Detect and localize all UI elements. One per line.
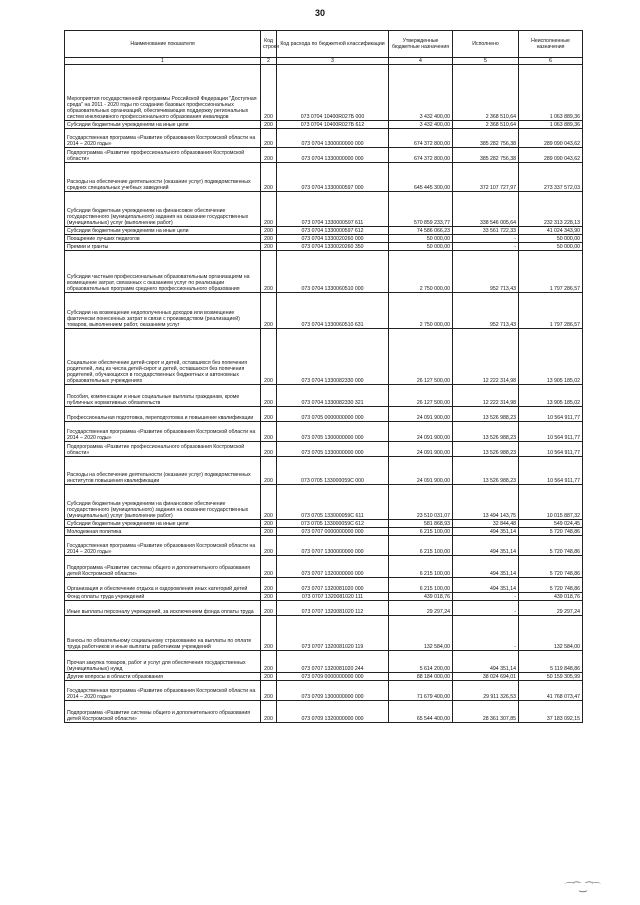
cell-line-code: 200 bbox=[261, 651, 277, 673]
cell-executed: 13 526 988,23 bbox=[453, 457, 519, 485]
header-budget-classification: Код расхода по бюджетной классификации bbox=[277, 31, 389, 58]
cell-approved: 26 127 500,00 bbox=[389, 329, 453, 385]
cell-executed: - bbox=[453, 601, 519, 616]
cell-unexecuted: 549 024,45 bbox=[519, 520, 583, 528]
cell-line-code: 200 bbox=[261, 442, 277, 457]
header-line-code: Код строки bbox=[261, 31, 277, 58]
cell-budget-classification: 073 0704 1330020260 000 bbox=[277, 235, 389, 243]
cell-indicator-name: Иные выплаты персоналу учреждений, за исключением фонда оплаты труда bbox=[65, 601, 261, 616]
table-row bbox=[65, 556, 583, 578]
cell-unexecuted: 50 000,00 bbox=[519, 235, 583, 243]
cell-indicator-name: Субсидии бюджетным учреждениям на иные цели bbox=[65, 520, 261, 528]
cell-approved: 5 614 200,00 bbox=[389, 651, 453, 673]
cell-line-code: 200 bbox=[261, 520, 277, 528]
cell-unexecuted: 41 768 073,47 bbox=[519, 681, 583, 701]
table-row bbox=[65, 121, 583, 129]
cell-approved: 6 215 100,00 bbox=[389, 536, 453, 556]
column-number: 1 bbox=[65, 57, 261, 65]
cell-approved: 24 091 900,00 bbox=[389, 407, 453, 422]
cell-executed: 12 222 314,98 bbox=[453, 329, 519, 385]
cell-line-code: 200 bbox=[261, 673, 277, 681]
cell-executed: 29 911 326,53 bbox=[453, 681, 519, 701]
cell-unexecuted: 5 720 748,86 bbox=[519, 578, 583, 593]
cell-executed: 2 368 510,64 bbox=[453, 121, 519, 129]
cell-line-code: 200 bbox=[261, 235, 277, 243]
table-row bbox=[65, 227, 583, 235]
cell-budget-classification: 073 0704 1330000000 000 bbox=[277, 148, 389, 163]
cell-line-code: 200 bbox=[261, 129, 277, 148]
cell-indicator-name: Субсидии бюджетным учреждениям на иные цели bbox=[65, 121, 261, 129]
cell-unexecuted: 5 720 748,86 bbox=[519, 556, 583, 578]
cell-line-code: 200 bbox=[261, 121, 277, 129]
cell-executed: 952 713,43 bbox=[453, 251, 519, 293]
cell-approved: 50 000,00 bbox=[389, 235, 453, 243]
cell-indicator-name: Государственная программа «Развитие образования Костромской области на 2014 – 2020 годы» bbox=[65, 129, 261, 148]
cell-line-code: 200 bbox=[261, 616, 277, 651]
table-row bbox=[65, 148, 583, 163]
cell-executed: 13 526 988,23 bbox=[453, 422, 519, 442]
table-row bbox=[65, 235, 583, 243]
cell-budget-classification: 073 0705 133000059С 612 bbox=[277, 520, 389, 528]
table-row bbox=[65, 442, 583, 457]
cell-executed: 38 024 694,01 bbox=[453, 673, 519, 681]
cell-indicator-name: Расходы на обеспечение деятельности (оказание услуг) подведомственных институтов повышения квалификации bbox=[65, 457, 261, 485]
cell-executed: 12 222 314,98 bbox=[453, 385, 519, 407]
cell-unexecuted: 10 564 911,77 bbox=[519, 422, 583, 442]
cell-indicator-name: Субсидии частным профессиональным образовательным организациям на возмещение затрат, связанных с оказанием услуг по реализации образовательных программ среднего профессионального образования bbox=[65, 251, 261, 293]
cell-indicator-name: Подпрограмма «Развитие профессионального образования Костромской области» bbox=[65, 148, 261, 163]
cell-approved: 88 184 000,00 bbox=[389, 673, 453, 681]
cell-budget-classification: 073 0705 1330000000 000 bbox=[277, 442, 389, 457]
cell-budget-classification: 073 0705 0000000000 000 bbox=[277, 407, 389, 422]
cell-unexecuted: 50 000,00 bbox=[519, 243, 583, 251]
cell-line-code: 200 bbox=[261, 681, 277, 701]
cell-indicator-name: Субсидии на возмещение недополученных доходов или возмещение фактически понесенных затрат в связи с производством (реализацией) товаров, выполнением работ, оказанием услуг bbox=[65, 293, 261, 329]
header-unexecuted: Неисполненные назначения bbox=[519, 31, 583, 58]
cell-approved: 65 544 400,00 bbox=[389, 701, 453, 723]
table-row bbox=[65, 422, 583, 442]
cell-indicator-name: Организация и обеспечение отдыха и оздоровления иных категорий детей bbox=[65, 578, 261, 593]
cell-approved: 23 510 031,07 bbox=[389, 485, 453, 520]
cell-unexecuted: 10 564 911,77 bbox=[519, 457, 583, 485]
cell-executed: 494 351,14 bbox=[453, 528, 519, 536]
cell-unexecuted: 5 720 748,86 bbox=[519, 528, 583, 536]
cell-indicator-name: Государственная программа «Развитие образования Костромской области на 2014 – 2020 годы» bbox=[65, 422, 261, 442]
cell-indicator-name: Поощрение лучших педагогов bbox=[65, 235, 261, 243]
cell-approved: 24 091 900,00 bbox=[389, 457, 453, 485]
cell-approved: 674 372 800,00 bbox=[389, 148, 453, 163]
cell-budget-classification: 073 0707 1320081020 112 bbox=[277, 601, 389, 616]
cell-approved: 24 091 900,00 bbox=[389, 422, 453, 442]
cell-approved: 26 127 500,00 bbox=[389, 385, 453, 407]
table-row bbox=[65, 651, 583, 673]
column-number: 6 bbox=[519, 57, 583, 65]
cell-executed: - bbox=[453, 593, 519, 601]
table-row bbox=[65, 536, 583, 556]
column-number: 4 bbox=[389, 57, 453, 65]
cell-approved: 71 679 400,00 bbox=[389, 681, 453, 701]
cell-line-code: 200 bbox=[261, 578, 277, 593]
cell-executed: 13 526 988,23 bbox=[453, 407, 519, 422]
cell-indicator-name: Премии и гранты bbox=[65, 243, 261, 251]
table-row bbox=[65, 457, 583, 485]
cell-indicator-name: Подпрограмма «Развитие профессионального образования Костромской области» bbox=[65, 442, 261, 457]
cell-approved: 2 750 000,00 bbox=[389, 293, 453, 329]
cell-approved: 2 750 000,00 bbox=[389, 251, 453, 293]
cell-executed: 28 361 307,85 bbox=[453, 701, 519, 723]
table-row bbox=[65, 520, 583, 528]
cell-line-code: 200 bbox=[261, 251, 277, 293]
cell-unexecuted: 1 063 889,36 bbox=[519, 65, 583, 121]
cell-executed: - bbox=[453, 235, 519, 243]
cell-line-code: 200 bbox=[261, 701, 277, 723]
cell-approved: 6 215 100,00 bbox=[389, 578, 453, 593]
cell-indicator-name: Фонд оплаты труда учреждений bbox=[65, 593, 261, 601]
cell-budget-classification: 073 0704 10400R027Б 612 bbox=[277, 121, 389, 129]
table-row bbox=[65, 681, 583, 701]
table-row bbox=[65, 192, 583, 227]
cell-indicator-name: Мероприятия государственной программы Российской Федерации "Доступная среда" на 2011 - 2020 годы по созданию базовых профессиональных образовательных организаций, обеспечивающих поддержку региональных систем инклюзивного профессионального образования инвалидов bbox=[65, 65, 261, 121]
page-number: 30 bbox=[314, 8, 325, 18]
cell-budget-classification: 073 0707 1320081020 119 bbox=[277, 616, 389, 651]
table-row bbox=[65, 163, 583, 192]
table-row bbox=[65, 129, 583, 148]
cell-approved: 50 000,00 bbox=[389, 243, 453, 251]
cell-approved: 439 018,76 bbox=[389, 593, 453, 601]
table-row bbox=[65, 251, 583, 293]
cell-unexecuted: 1 797 286,57 bbox=[519, 251, 583, 293]
cell-indicator-name: Социальное обеспечение детей-сирот и детей, оставшихся без попечения родителей, лиц из числа детей-сирот и детей, оставшихся без попечения родителей, обучающихся в государственных бюджетных и автономных образовательных учреждениях bbox=[65, 329, 261, 385]
column-number: 3 bbox=[277, 57, 389, 65]
table-row bbox=[65, 329, 583, 385]
cell-executed: 385 282 756,38 bbox=[453, 129, 519, 148]
cell-unexecuted: 232 313 228,13 bbox=[519, 192, 583, 227]
cell-budget-classification: 073 0704 1330000597 612 bbox=[277, 227, 389, 235]
handwritten-mark: ⌒⁀‿⁀⌒ bbox=[565, 882, 600, 892]
cell-indicator-name: Профессиональная подготовка, переподготовка и повышение квалификации bbox=[65, 407, 261, 422]
cell-unexecuted: 29 297,24 bbox=[519, 601, 583, 616]
cell-indicator-name: Субсидии бюджетным учреждениям на финансовое обеспечение государственного (муниципального) задания на оказание государственных (муниципальных) услуг (выполнение работ) bbox=[65, 485, 261, 520]
cell-budget-classification: 073 0704 1300000000 000 bbox=[277, 129, 389, 148]
cell-line-code: 200 bbox=[261, 148, 277, 163]
cell-executed: - bbox=[453, 243, 519, 251]
cell-line-code: 200 bbox=[261, 192, 277, 227]
cell-approved: 6 215 100,00 bbox=[389, 556, 453, 578]
header-executed: Исполнено bbox=[453, 31, 519, 58]
cell-unexecuted: 1 797 286,57 bbox=[519, 293, 583, 329]
cell-line-code: 200 bbox=[261, 556, 277, 578]
cell-unexecuted: 1 063 889,36 bbox=[519, 121, 583, 129]
cell-line-code: 200 bbox=[261, 227, 277, 235]
cell-executed: - bbox=[453, 616, 519, 651]
cell-unexecuted: 132 584,00 bbox=[519, 616, 583, 651]
cell-executed: 494 351,14 bbox=[453, 536, 519, 556]
table-row bbox=[65, 701, 583, 723]
cell-executed: 952 713,43 bbox=[453, 293, 519, 329]
table-row bbox=[65, 293, 583, 329]
cell-budget-classification: 073 0705 133000059С 000 bbox=[277, 457, 389, 485]
cell-budget-classification: 073 0707 1320081020 000 bbox=[277, 578, 389, 593]
cell-unexecuted: 13 905 185,02 bbox=[519, 329, 583, 385]
cell-line-code: 200 bbox=[261, 593, 277, 601]
cell-line-code: 200 bbox=[261, 407, 277, 422]
cell-line-code: 200 bbox=[261, 329, 277, 385]
cell-budget-classification: 073 0707 1320000000 000 bbox=[277, 556, 389, 578]
cell-approved: 6 215 100,00 bbox=[389, 528, 453, 536]
cell-approved: 3 432 400,00 bbox=[389, 121, 453, 129]
cell-budget-classification: 073 0704 10400R027Б 000 bbox=[277, 65, 389, 121]
cell-unexecuted: 37 183 092,15 bbox=[519, 701, 583, 723]
cell-line-code: 200 bbox=[261, 243, 277, 251]
cell-unexecuted: 41 024 343,90 bbox=[519, 227, 583, 235]
column-number: 5 bbox=[453, 57, 519, 65]
table-row bbox=[65, 528, 583, 536]
cell-line-code: 200 bbox=[261, 65, 277, 121]
cell-line-code: 200 bbox=[261, 601, 277, 616]
cell-budget-classification: 073 0709 0000000000 000 bbox=[277, 673, 389, 681]
cell-unexecuted: 289 090 043,62 bbox=[519, 148, 583, 163]
table-row bbox=[65, 485, 583, 520]
cell-budget-classification: 073 0707 1320081020 111 bbox=[277, 593, 389, 601]
cell-indicator-name: Подпрограмма «Развитие системы общего и дополнительного образования детей Костромской области» bbox=[65, 701, 261, 723]
cell-budget-classification: 073 0705 133000059С 611 bbox=[277, 485, 389, 520]
cell-indicator-name: Расходы на обеспечение деятельности (оказание услуг) подведомственных средних специальных учебных заведений bbox=[65, 163, 261, 192]
table-row bbox=[65, 601, 583, 616]
cell-approved: 29 297,24 bbox=[389, 601, 453, 616]
table-row bbox=[65, 578, 583, 593]
cell-indicator-name: Пособия, компенсации и иные социальные выплаты гражданам, кроме публичных нормативных обязательств bbox=[65, 385, 261, 407]
column-number: 2 bbox=[261, 57, 277, 65]
cell-budget-classification: 073 0707 0000000000 000 bbox=[277, 528, 389, 536]
cell-budget-classification: 073 0704 1330000597 611 bbox=[277, 192, 389, 227]
cell-indicator-name: Прочая закупка товаров, работ и услуг для обеспечения государственных (муниципальных) нужд bbox=[65, 651, 261, 673]
cell-executed: 385 282 756,38 bbox=[453, 148, 519, 163]
cell-indicator-name: Государственная программа «Развитие образования Костромской области на 2014 – 2020 годы» bbox=[65, 536, 261, 556]
cell-indicator-name: Молодежная политика bbox=[65, 528, 261, 536]
cell-unexecuted: 5 720 748,86 bbox=[519, 536, 583, 556]
cell-budget-classification: 073 0707 1300000000 000 bbox=[277, 536, 389, 556]
table-row bbox=[65, 673, 583, 681]
table-row bbox=[65, 243, 583, 251]
cell-line-code: 200 bbox=[261, 422, 277, 442]
cell-budget-classification: 073 0704 1330082330 321 bbox=[277, 385, 389, 407]
table-row bbox=[65, 407, 583, 422]
table-row bbox=[65, 65, 583, 121]
cell-executed: 2 368 510,64 bbox=[453, 65, 519, 121]
cell-line-code: 200 bbox=[261, 536, 277, 556]
column-number-row bbox=[65, 57, 583, 65]
cell-executed: 494 351,14 bbox=[453, 578, 519, 593]
cell-indicator-name: Подпрограмма «Развитие системы общего и дополнительного образования детей Костромской области» bbox=[65, 556, 261, 578]
cell-executed: 338 546 005,64 bbox=[453, 192, 519, 227]
table-row bbox=[65, 593, 583, 601]
cell-executed: 13 526 988,23 bbox=[453, 442, 519, 457]
cell-budget-classification: 073 0704 1330060510 000 bbox=[277, 251, 389, 293]
cell-budget-classification: 073 0709 1320000000 000 bbox=[277, 701, 389, 723]
cell-unexecuted: 13 905 185,02 bbox=[519, 385, 583, 407]
cell-line-code: 200 bbox=[261, 163, 277, 192]
cell-approved: 3 432 400,00 bbox=[389, 65, 453, 121]
cell-unexecuted: 10 015 887,32 bbox=[519, 485, 583, 520]
cell-executed: 494 351,14 bbox=[453, 556, 519, 578]
cell-budget-classification: 073 0705 1300000000 000 bbox=[277, 422, 389, 442]
cell-executed: 32 844,48 bbox=[453, 520, 519, 528]
cell-approved: 645 445 300,00 bbox=[389, 163, 453, 192]
cell-approved: 570 859 233,77 bbox=[389, 192, 453, 227]
cell-line-code: 200 bbox=[261, 385, 277, 407]
cell-approved: 132 584,00 bbox=[389, 616, 453, 651]
cell-indicator-name: Субсидии бюджетным учреждениям на иные цели bbox=[65, 227, 261, 235]
cell-line-code: 200 bbox=[261, 485, 277, 520]
table-row bbox=[65, 385, 583, 407]
cell-indicator-name: Субсидии бюджетным учреждениям на финансовое обеспечение государственного (муниципального) задания на оказание государственных (муниципальных) услуг (выполнение работ) bbox=[65, 192, 261, 227]
cell-unexecuted: 273 337 572,03 bbox=[519, 163, 583, 192]
cell-budget-classification: 073 0709 1300000000 000 bbox=[277, 681, 389, 701]
cell-approved: 24 091 900,00 bbox=[389, 442, 453, 457]
table-row bbox=[65, 616, 583, 651]
cell-unexecuted: 439 018,76 bbox=[519, 593, 583, 601]
cell-executed: 372 107 727,97 bbox=[453, 163, 519, 192]
cell-indicator-name: Взносы по обязательному социальному страхованию на выплаты по оплате труда работников и иные выплаты работникам учреждений bbox=[65, 616, 261, 651]
cell-unexecuted: 50 159 305,99 bbox=[519, 673, 583, 681]
table-header-row bbox=[65, 31, 583, 58]
cell-line-code: 200 bbox=[261, 293, 277, 329]
cell-approved: 674 372 800,00 bbox=[389, 129, 453, 148]
header-approved: Утвержденные бюджетные назначения bbox=[389, 31, 453, 58]
cell-unexecuted: 5 119 848,86 bbox=[519, 651, 583, 673]
cell-budget-classification: 073 0704 1330000597 000 bbox=[277, 163, 389, 192]
cell-indicator-name: Другие вопросы в области образования bbox=[65, 673, 261, 681]
cell-unexecuted: 289 090 043,62 bbox=[519, 129, 583, 148]
cell-executed: 33 561 722,33 bbox=[453, 227, 519, 235]
table-body bbox=[65, 57, 583, 723]
cell-budget-classification: 073 0707 1320081020 244 bbox=[277, 651, 389, 673]
budget-execution-table bbox=[64, 30, 583, 723]
cell-approved: 74 586 066,23 bbox=[389, 227, 453, 235]
cell-line-code: 200 bbox=[261, 528, 277, 536]
cell-executed: 494 351,14 bbox=[453, 651, 519, 673]
cell-indicator-name: Государственная программа «Развитие образования Костромской области на 2014 – 2020 годы» bbox=[65, 681, 261, 701]
cell-budget-classification: 073 0704 1330082330 000 bbox=[277, 329, 389, 385]
cell-executed: 13 494 143,75 bbox=[453, 485, 519, 520]
cell-unexecuted: 10 564 911,77 bbox=[519, 407, 583, 422]
cell-line-code: 200 bbox=[261, 457, 277, 485]
cell-unexecuted: 10 564 911,77 bbox=[519, 442, 583, 457]
header-indicator-name: Наименование показателя bbox=[65, 31, 261, 58]
cell-budget-classification: 073 0704 1330060510 631 bbox=[277, 293, 389, 329]
cell-budget-classification: 073 0704 1330020260 350 bbox=[277, 243, 389, 251]
cell-approved: 581 868,93 bbox=[389, 520, 453, 528]
